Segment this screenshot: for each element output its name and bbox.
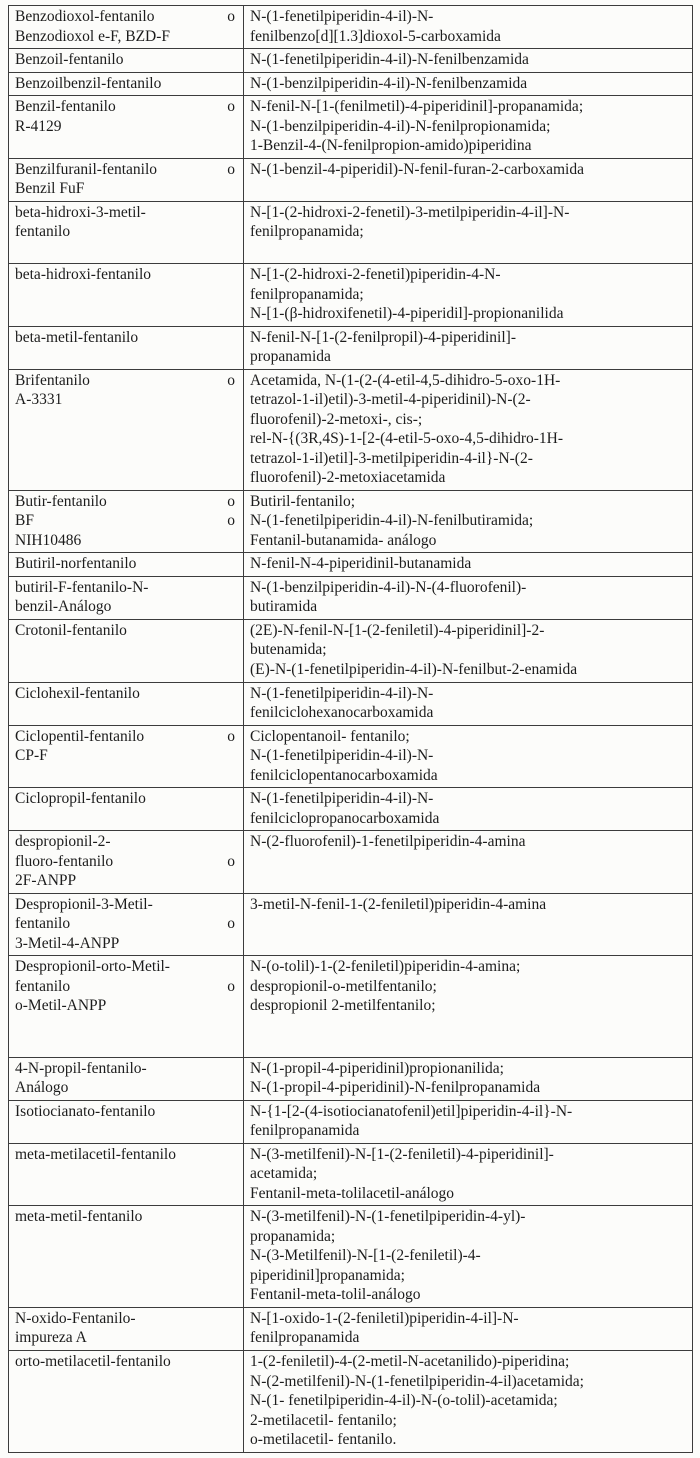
analog-name-cell bbox=[9, 490, 244, 553]
analog-name-cell bbox=[9, 1057, 244, 1100]
analog-name-cell bbox=[9, 1206, 244, 1308]
analog-name-text: 4-N-propil-fentanilo- bbox=[15, 1059, 147, 1077]
table-row bbox=[9, 788, 693, 831]
chemical-name-line: N-fenil-N-4-piperidinil-butanamida bbox=[250, 555, 472, 573]
or-connector: o bbox=[227, 977, 235, 995]
chemical-name-cell bbox=[244, 893, 693, 956]
table-body bbox=[9, 6, 693, 1453]
analog-name-text: R-4129 bbox=[15, 117, 62, 135]
analog-name-text: Análogo bbox=[15, 1079, 69, 1097]
chemical-name-line: Fentanil-meta-tolil-análogo bbox=[250, 1286, 421, 1304]
analog-name-line bbox=[15, 578, 237, 598]
analog-name-line bbox=[15, 621, 237, 641]
chemical-name-line: N-(3-metilfenil)-N-[1-(2-feniletil)-4-piperidinil]- bbox=[250, 1145, 554, 1163]
analog-name-line bbox=[15, 977, 237, 997]
table-row bbox=[9, 201, 693, 264]
chemical-name-cell bbox=[244, 264, 693, 327]
chemical-name-cell bbox=[244, 956, 693, 1058]
analog-name-text: 3-Metil-4-ANPP bbox=[15, 934, 120, 952]
chemical-name-line: N-(1-propil-4-piperidinil)propionanilida; bbox=[250, 1059, 504, 1077]
analog-name-cell bbox=[9, 553, 244, 577]
chemical-name-line: fenilpropanamida bbox=[250, 1122, 360, 1140]
analog-name-line bbox=[15, 727, 237, 747]
chemical-name-cell bbox=[244, 49, 693, 73]
analog-name-cell bbox=[9, 619, 244, 682]
chemical-name-cell bbox=[244, 831, 693, 894]
analog-name-cell bbox=[9, 956, 244, 1058]
table-row bbox=[9, 49, 693, 73]
analog-name-text: Benzil FuF bbox=[15, 180, 85, 198]
chemical-name-line: 1-(2-feniletil)-4-(2-metil-N-acetanilido)-piperidina; bbox=[250, 1353, 570, 1370]
analog-name-line bbox=[15, 97, 237, 117]
chemical-name-line: N-(1- fenetilpiperidin-4-il)-N-(o-tolil)-acetamida; bbox=[250, 1392, 558, 1410]
or-connector: o bbox=[227, 492, 235, 510]
chemical-name-line: fenilciclohexanocarboxamida bbox=[250, 704, 434, 722]
analog-name-line bbox=[15, 160, 237, 180]
chemical-name-line: butiramida bbox=[250, 598, 318, 616]
or-connector: o bbox=[227, 98, 235, 116]
chemical-name-line: (2E)-N-fenil-N-[1-(2-feniletil)-4-piperidinil]-2- bbox=[250, 621, 545, 639]
analog-name-line bbox=[15, 1309, 237, 1329]
table-row bbox=[9, 576, 693, 619]
table-row bbox=[9, 1206, 693, 1308]
analog-name-cell bbox=[9, 576, 244, 619]
chemical-name-line: butenamida; bbox=[250, 641, 327, 659]
table-row bbox=[9, 369, 693, 490]
chemical-name-line: N-(1-fenetilpiperidin-4-il)-N- bbox=[250, 684, 434, 702]
analog-name-text: Benzodioxol-fentanilo bbox=[15, 8, 155, 25]
table-row bbox=[9, 6, 693, 49]
chemical-name-cell bbox=[244, 490, 693, 553]
chemical-name-line: N-(1-fenetilpiperidin-4-il)-N- bbox=[250, 747, 434, 765]
chemical-name-cell bbox=[244, 553, 693, 577]
chemical-name-line: despropionil-o-metilfentanilo; bbox=[250, 977, 437, 995]
chemical-name-line: fenilciclopropanocarboxamida bbox=[250, 809, 440, 827]
analog-name-line bbox=[15, 531, 237, 551]
analog-name-line bbox=[15, 852, 237, 872]
analog-name-line bbox=[15, 222, 237, 242]
chemical-name-line: fluorofenil)-2-metoxiacetamida bbox=[250, 469, 446, 487]
analog-name-text: Ciclopropil-fentanilo bbox=[15, 790, 146, 808]
analog-name-line bbox=[15, 684, 237, 704]
chemical-name-line: N-(1-benzil-4-piperidil)-N-fenil-furan-2-carboxamida bbox=[250, 160, 584, 178]
analog-name-cell bbox=[9, 1351, 244, 1453]
chemical-name-line: N-(3-metilfenil)-N-(1-fenetilpiperidin-4-yl)- bbox=[250, 1208, 526, 1226]
analog-name-text: Isotiocianato-fentanilo bbox=[15, 1102, 156, 1120]
analog-name-text: o-Metil-ANPP bbox=[15, 997, 107, 1015]
chemical-name-cell bbox=[244, 201, 693, 264]
analog-name-text: despropionil-2- bbox=[15, 833, 111, 851]
analog-name-line bbox=[15, 789, 237, 809]
table-row bbox=[9, 682, 693, 725]
analog-name-line bbox=[15, 27, 237, 47]
chemical-name-line: N-(1-benzilpiperidin-4-il)-N-fenilpropionamida; bbox=[250, 117, 551, 135]
analog-name-cell bbox=[9, 201, 244, 264]
chemical-name-cell bbox=[244, 1143, 693, 1206]
analog-name-text: Benzoil-fentanilo bbox=[15, 51, 124, 69]
chemical-name-line: tetrazol-1-il)etil]-3-metilpiperidin-4-il}-N-(2- bbox=[250, 449, 533, 467]
analog-name-text: Ciclohexil-fentanilo bbox=[15, 684, 140, 702]
chemical-name-line: N-(3-Metilfenil)-N-[1-(2-feniletil)-4- bbox=[250, 1247, 481, 1265]
chemical-name-line: despropionil 2-metilfentanilo; bbox=[250, 997, 436, 1015]
chemical-name-line: N-(2-fluorofenil)-1-fenetilpiperidin-4-amina bbox=[250, 833, 526, 851]
table-row bbox=[9, 490, 693, 553]
or-connector: o bbox=[227, 8, 235, 25]
analog-name-line bbox=[15, 1059, 237, 1079]
analog-name-text: Benzilfuranil-fentanilo bbox=[15, 160, 158, 178]
chemical-name-cell bbox=[244, 158, 693, 201]
chemical-name-cell bbox=[244, 96, 693, 159]
chemical-name-line: N-[1-oxido-1-(2-feniletil)piperidin-4-il]-N- bbox=[250, 1309, 519, 1327]
analog-name-text: Ciclopentil-fentanilo bbox=[15, 727, 145, 745]
chemical-name-line: N-(1-fenetilpiperidin-4-il)-N- bbox=[250, 790, 434, 808]
analog-name-text: beta-hidroxi-3-metil- bbox=[15, 203, 146, 221]
chemical-name-line: Acetamida, N-(1-(2-(4-etil-4,5-dihidro-5-oxo-1H- bbox=[250, 371, 561, 389]
chemical-name-cell bbox=[244, 619, 693, 682]
analog-name-line bbox=[15, 390, 237, 410]
table-row bbox=[9, 1307, 693, 1350]
analog-name-text: beta-hidroxi-fentanilo bbox=[15, 266, 152, 284]
analog-name-text: N-oxido-Fentanilo- bbox=[15, 1309, 136, 1327]
blank-line bbox=[250, 1016, 686, 1036]
analog-name-line bbox=[15, 914, 237, 934]
chemical-name-line: tetrazol-1-il)etil)-3-metil-4-piperidinil)-N-(2- bbox=[250, 391, 531, 409]
chemical-name-cell bbox=[244, 788, 693, 831]
table-row bbox=[9, 1057, 693, 1100]
analog-name-line bbox=[15, 871, 237, 891]
chemical-name-line: N-(1-fenetilpiperidin-4-il)-N- bbox=[250, 8, 434, 25]
chemical-name-line: fenilpropanamida; bbox=[250, 223, 364, 241]
chemical-name-line: N-(1-fenetilpiperidin-4-il)-N-fenilbutiramida; bbox=[250, 512, 534, 530]
analog-name-line bbox=[15, 996, 237, 1016]
analog-name-line bbox=[15, 7, 237, 27]
chemical-name-line: N-(2-metilfenil)-N-(1-fenetilpiperidin-4-il)acetamida; bbox=[250, 1372, 584, 1390]
analog-name-cell bbox=[9, 369, 244, 490]
analog-name-line bbox=[15, 50, 237, 70]
analog-name-line bbox=[15, 511, 237, 531]
analog-name-cell bbox=[9, 72, 244, 96]
table-row bbox=[9, 96, 693, 159]
analog-name-text: benzil-Análogo bbox=[15, 598, 112, 616]
analog-name-cell bbox=[9, 725, 244, 788]
analog-name-text: beta-metil-fentanilo bbox=[15, 328, 139, 346]
chemical-name-line: Butiril-fentanilo; bbox=[250, 492, 356, 510]
analog-name-cell bbox=[9, 326, 244, 369]
chemical-name-line: N-(1-benzilpiperidin-4-il)-N-fenilbenzamida bbox=[250, 74, 528, 92]
chemical-name-line: N-[1-(2-hidroxi-2-fenetil)piperidin-4-N- bbox=[250, 266, 501, 284]
analog-name-line bbox=[15, 203, 237, 223]
analog-name-text: impureza A bbox=[15, 1329, 87, 1347]
chemical-name-cell bbox=[244, 369, 693, 490]
analog-name-line bbox=[15, 492, 237, 512]
table-row bbox=[9, 326, 693, 369]
or-connector: o bbox=[227, 512, 235, 530]
analog-name-line bbox=[15, 179, 237, 199]
chemical-name-line: (E)-N-(1-fenetilpiperidin-4-il)-N-fenilbut-2-enamida bbox=[250, 660, 578, 678]
analog-name-line bbox=[15, 895, 237, 915]
chemical-name-line: N-(1-fenetilpiperidin-4-il)-N-fenilbenzamida bbox=[250, 51, 529, 69]
chemical-name-line: Fentanil-butanamida- análogo bbox=[250, 531, 437, 549]
analog-name-line bbox=[15, 832, 237, 852]
chemical-name-cell bbox=[244, 1100, 693, 1143]
analog-name-cell bbox=[9, 49, 244, 73]
analog-name-line bbox=[15, 1078, 237, 1098]
table-row bbox=[9, 956, 693, 1058]
chemical-name-line: N-(1-propil-4-piperidinil)-N-fenilpropanamida bbox=[250, 1079, 541, 1097]
analog-name-line bbox=[15, 1102, 237, 1122]
analog-name-cell bbox=[9, 1100, 244, 1143]
chemical-name-line: fenilpropanamida bbox=[250, 1329, 360, 1347]
chemical-name-line: propanamida bbox=[250, 348, 331, 366]
analog-name-text: Butiril-norfentanilo bbox=[15, 555, 137, 573]
chemical-name-line: N-fenil-N-[1-(2-fenilpropil)-4-piperidinil]- bbox=[250, 328, 516, 346]
chemical-name-cell bbox=[244, 72, 693, 96]
analog-name-text: meta-metil-fentanilo bbox=[15, 1208, 143, 1226]
chemical-name-line: N-(o-tolil)-1-(2-feniletil)piperidin-4-amina; bbox=[250, 958, 521, 976]
chemical-name-line: N-{1-[2-(4-isotiocianatofenil)etil]piperidin-4-il}-N- bbox=[250, 1102, 573, 1120]
chemical-name-cell bbox=[244, 1206, 693, 1308]
table-row bbox=[9, 553, 693, 577]
analog-name-text: 2F-ANPP bbox=[15, 872, 77, 890]
analog-name-cell bbox=[9, 893, 244, 956]
analog-name-text: fluoro-fentanilo bbox=[15, 852, 114, 870]
analog-name-text: Benzil-fentanilo bbox=[15, 98, 116, 116]
table-row bbox=[9, 1143, 693, 1206]
analog-name-line bbox=[15, 328, 237, 348]
analog-name-line bbox=[15, 934, 237, 954]
or-connector: o bbox=[227, 915, 235, 933]
analog-name-line bbox=[15, 1207, 237, 1227]
blank-line bbox=[250, 242, 686, 262]
fentanyl-analogs-table bbox=[8, 5, 693, 1453]
analog-name-cell bbox=[9, 6, 244, 49]
table-row bbox=[9, 619, 693, 682]
chemical-name-line: propanamida; bbox=[250, 1227, 336, 1245]
analog-name-cell bbox=[9, 264, 244, 327]
table-row bbox=[9, 893, 693, 956]
table-row bbox=[9, 72, 693, 96]
analog-name-cell bbox=[9, 1307, 244, 1350]
analog-name-line bbox=[15, 1328, 237, 1348]
analog-name-line bbox=[15, 1145, 237, 1165]
analog-name-cell bbox=[9, 158, 244, 201]
analog-name-text: Despropionil-orto-Metil- bbox=[15, 958, 170, 976]
chemical-name-line: N-fenil-N-[1-(fenilmetil)-4-piperidinil]-propanamida; bbox=[250, 98, 584, 116]
table-row bbox=[9, 158, 693, 201]
analog-name-cell bbox=[9, 831, 244, 894]
or-connector: o bbox=[227, 371, 235, 389]
analog-name-line bbox=[15, 746, 237, 766]
analog-name-text: meta-metilacetil-fentanilo bbox=[15, 1145, 176, 1163]
analog-name-line bbox=[15, 74, 237, 94]
chemical-name-line: 3-metil-N-fenil-1-(2-feniletil)piperidin-4-amina bbox=[250, 895, 547, 913]
chemical-name-cell bbox=[244, 682, 693, 725]
chemical-name-line: acetamida; bbox=[250, 1165, 318, 1183]
analog-name-text: Benzoilbenzil-fentanilo bbox=[15, 74, 162, 92]
chemical-name-cell bbox=[244, 1307, 693, 1350]
chemical-name-cell bbox=[244, 326, 693, 369]
analog-name-cell bbox=[9, 1143, 244, 1206]
analog-name-line bbox=[15, 371, 237, 391]
chemical-name-line: fluorofenil)-2-metoxi-, cis-; bbox=[250, 410, 423, 428]
analog-name-text: orto-metilacetil-fentanilo bbox=[15, 1353, 171, 1370]
analog-name-text: fentanilo bbox=[15, 977, 71, 995]
analog-name-cell bbox=[9, 788, 244, 831]
analog-name-line bbox=[15, 597, 237, 617]
table-row bbox=[9, 1100, 693, 1143]
chemical-name-line: N-[1-(2-hidroxi-2-fenetil)-3-metilpiperidin-4-il]-N- bbox=[250, 203, 570, 221]
analog-name-text: NIH10486 bbox=[15, 531, 82, 549]
chemical-name-line: piperidinil]propanamida; bbox=[250, 1266, 405, 1284]
chemical-name-cell bbox=[244, 6, 693, 49]
or-connector: o bbox=[227, 160, 235, 178]
analog-name-text: fentanilo bbox=[15, 223, 71, 241]
table-row bbox=[9, 264, 693, 327]
chemical-name-cell bbox=[244, 725, 693, 788]
analog-name-text: butiril-F-fentanilo-N- bbox=[15, 578, 149, 596]
chemical-name-line: 1-Benzil-4-(N-fenilpropion-amido)piperidina bbox=[250, 137, 532, 155]
analog-name-text: A-3331 bbox=[15, 391, 63, 409]
analog-name-line bbox=[15, 117, 237, 137]
analog-name-cell bbox=[9, 96, 244, 159]
analog-name-line bbox=[15, 265, 237, 285]
chemical-name-cell bbox=[244, 1351, 693, 1453]
analog-name-text: fentanilo bbox=[15, 915, 71, 933]
analog-name-text: Butir-fentanilo bbox=[15, 492, 107, 510]
chemical-name-line: 2-metilacetil- fentanilo; bbox=[250, 1411, 397, 1429]
chemical-name-line: fenilpropanamida; bbox=[250, 285, 364, 303]
analog-name-cell bbox=[9, 682, 244, 725]
chemical-name-line: o-metilacetil- fentanilo. bbox=[250, 1431, 397, 1449]
analog-name-text: BF bbox=[15, 512, 34, 530]
chemical-name-line: fenilciclopentanocarboxamida bbox=[250, 766, 438, 784]
chemical-name-line: N-(1-benzilpiperidin-4-il)-N-(4-fluorofenil)- bbox=[250, 578, 527, 596]
table-row bbox=[9, 831, 693, 894]
chemical-name-line: Ciclopentanoil- fentanilo; bbox=[250, 727, 410, 745]
analog-name-line bbox=[15, 957, 237, 977]
chemical-name-cell bbox=[244, 576, 693, 619]
or-connector: o bbox=[227, 852, 235, 870]
analog-name-text: Benzodioxol e-F, BZD-F bbox=[15, 27, 171, 45]
analog-name-text: Despropionil-3-Metil- bbox=[15, 895, 153, 913]
chemical-name-line: Fentanil-meta-tolilacetil-análogo bbox=[250, 1184, 455, 1202]
or-connector: o bbox=[227, 727, 235, 745]
analog-name-line bbox=[15, 1352, 237, 1372]
chemical-name-line: fenilbenzo[d][1.3]dioxol-5-carboxamida bbox=[250, 27, 501, 45]
analog-name-text: Brifentanilo bbox=[15, 371, 90, 389]
table-row bbox=[9, 725, 693, 788]
analog-name-line bbox=[15, 554, 237, 574]
chemical-name-line: rel-N-{(3R,4S)-1-[2-(4-etil-5-oxo-4,5-dihidro-1H- bbox=[250, 430, 564, 448]
chemical-name-line: N-[1-(β-hidroxifenetil)-4-piperidil]-propionanilida bbox=[250, 305, 564, 323]
analog-name-text: Crotonil-fentanilo bbox=[15, 621, 127, 639]
chemical-name-cell bbox=[244, 1057, 693, 1100]
blank-line bbox=[250, 1035, 686, 1055]
table-row bbox=[9, 1351, 693, 1453]
analog-name-text: CP-F bbox=[15, 747, 48, 765]
